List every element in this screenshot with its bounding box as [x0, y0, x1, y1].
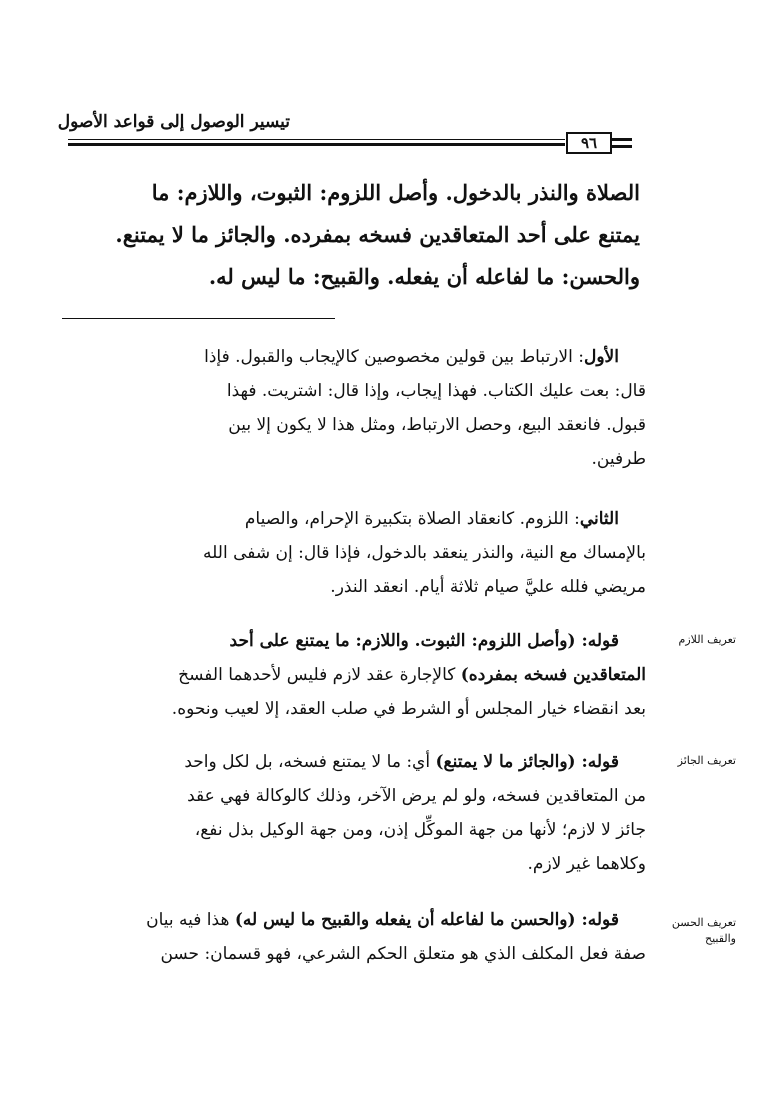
sharh-text: هذا فيه بيان: [146, 910, 235, 930]
header-title: تيسير الوصول إلى قواعد الأصول: [57, 112, 290, 132]
matn-line: والحسن: ما لفاعله أن يفعله. والقبيح: ما ليس له.: [208, 264, 640, 289]
sharh-text: : الارتباط بين قولين مخصوصين كالإيجاب والقبول. فإذا: [204, 347, 584, 367]
sharh-paragraph-4: [60, 745, 646, 881]
header-rule-right-bottom: [612, 145, 632, 148]
sharh-line: قبول. فانعقد البيع، وحصل الارتباط، ومثل هذا لا يكون إلا بين: [228, 415, 646, 435]
sharh-line: جائز لا لازم؛ لأنها من جهة الموكِّل إذن، ومن جهة الوكيل بذل نفع،: [194, 820, 646, 840]
footnote-divider: [62, 318, 335, 319]
sharh-lead: قوله: (والجائز ما لا يمتنع): [435, 752, 619, 772]
header-rule-thick: [68, 143, 565, 146]
sharh-line: [60, 658, 646, 692]
page-number: ٩٦: [566, 132, 612, 154]
sharh-lead: المتعاقدين فسخه بمفرده): [460, 665, 646, 685]
sharh-line: [60, 624, 646, 658]
header-rule-right-top: [612, 138, 632, 141]
sharh-text: أي: ما لا يمتنع فسخه، بل لكل واحد: [184, 752, 436, 772]
sharh-line: طرفين.: [591, 449, 646, 469]
sharh-line: [60, 502, 646, 536]
sharh-paragraph-5: [60, 903, 646, 971]
margin-note-hasan-qabih: تعريف الحسن والقبيح: [671, 916, 736, 945]
sharh-line: صفة فعل المكلف الذي هو متعلق الحكم الشرعي، فهو قسمان: حسن: [160, 944, 646, 964]
sharh-line: وكلاهما غير لازم.: [527, 854, 646, 874]
matn-text: [60, 172, 640, 298]
sharh-lead: قوله: (والحسن ما لفاعله أن يفعله والقبيح ما ليس له): [234, 910, 619, 930]
sharh-line: قال: بعت عليك الكتاب. فهذا إيجاب، وإذا قال: اشتريت. فهذا: [226, 381, 646, 401]
matn-line: الصلاة والنذر بالدخول. وأصل اللزوم: الثبوت، واللازم: ما: [151, 180, 640, 205]
sharh-text: كالإجارة عقد لازم فليس لأحدهما الفسخ: [178, 665, 461, 685]
sharh-line: [60, 745, 646, 779]
header-rule-thin: [68, 139, 565, 140]
sharh-line: بالإمساك مع النية، والنذر ينعقد بالدخول، فإذا قال: إن شفى الله: [203, 543, 646, 563]
sharh-line: [60, 903, 646, 937]
sharh-lead: الثاني: [579, 509, 619, 529]
matn-line: يمتنع على أحد المتعاقدين فسخه بمفرده. والجائز ما لا يمتنع.: [115, 222, 640, 247]
sharh-paragraph-1: [60, 340, 646, 476]
sharh-line: مريضي فلله عليَّ صيام ثلاثة أيام. انعقد النذر.: [330, 577, 646, 597]
sharh-paragraph-3: [60, 624, 646, 726]
margin-note-lazim: تعريف اللازم: [678, 633, 736, 646]
margin-note-jaiz: تعريف الجائز: [677, 754, 736, 767]
sharh-line: [60, 340, 646, 374]
sharh-paragraph-2: [60, 502, 646, 604]
sharh-lead: قوله: (وأصل اللزوم: الثبوت. واللازم: ما يمتنع على أحد: [229, 631, 619, 651]
sharh-lead: الأول: [583, 347, 619, 367]
sharh-line: من المتعاقدين فسخه، ولو لم يرض الآخر، وذلك كالوكالة فهي عقد: [187, 786, 646, 806]
sharh-text: : اللزوم. كانعقاد الصلاة بتكبيرة الإحرام، والصيام: [244, 509, 580, 529]
sharh-line: بعد انقضاء خيار المجلس أو الشرط في صلب العقد، إلا لعيب ونحوه.: [171, 699, 646, 719]
